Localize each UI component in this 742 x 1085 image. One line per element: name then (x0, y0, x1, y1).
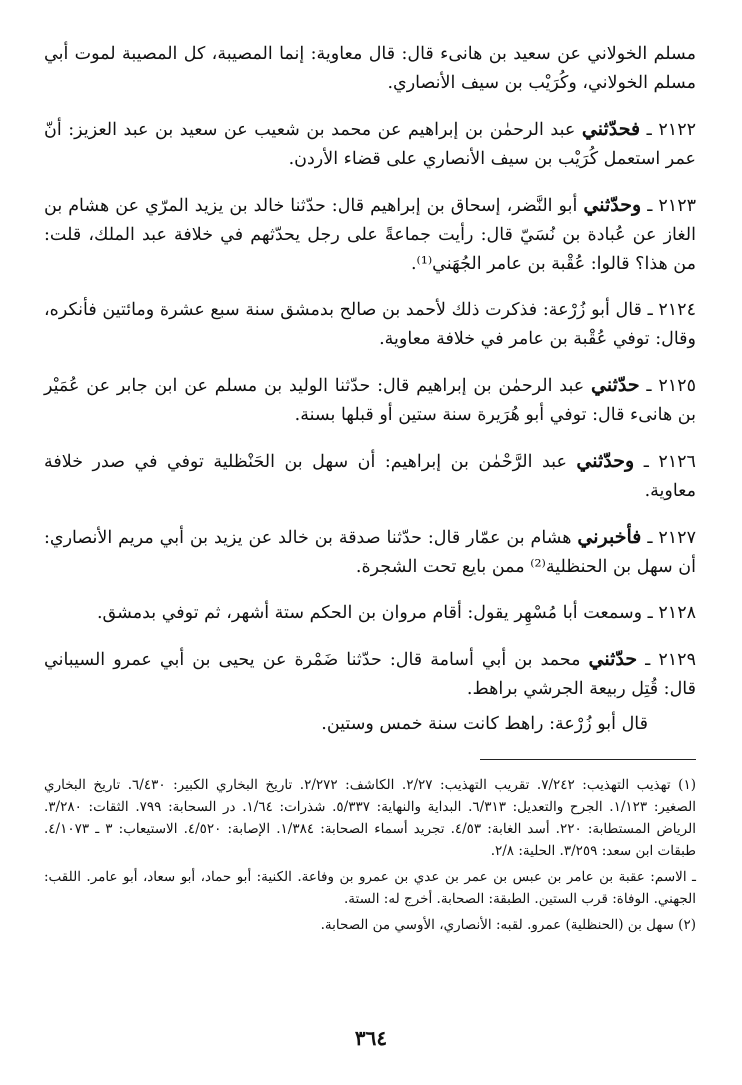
entry-text: قال أبو زُرْعة: فذكرت ذلك لأحمد بن صالح بدمشق سنة سبع عشرة ومائتين فأنكره، وقال: توفي عُقْبة بن عامر في خلافة معاوية. (44, 300, 696, 349)
footnote-2: (٢) سهل بن (الحنظلية) عمرو. لقبه: الأنصاري، الأوسي من الصحابة. (320, 917, 696, 933)
entry-number: ٢١٢٢ (658, 120, 696, 140)
entry-text: هشام بن عمّار قال: حدّثنا صدقة بن خالد عن يزيد بن أبي مريم الأنصاري: أن سهل بن الحنظلية⁽²⁾ ممن بايع تحت الشجرة. (44, 528, 696, 577)
entry-number: ٢١٢٩ (658, 650, 696, 670)
entry-2123: ٢١٢٣ ـ وحدّثني أبو النَّضر، إسحاق بن إبراهيم قال: حدّثنا خالد بن يزيد المرّي عن هشام بن الغاز عن عُبادة بن نُسَيّ قال: رأيت جماعةً على رجل يحدّثهم في خلافة عبد الملك، قلت: من هذا؟ قالوا: عُقْبة بن عامر الجُهَني⁽¹⁾. (44, 194, 696, 274)
entry-2124: ٢١٢٤ ـ قال أبو زُرْعة: فذكرت ذلك لأحمد بن صالح بدمشق سنة سبع عشرة ومائتين فأنكره، وقال: توفي عُقْبة بن عامر في خلافة معاوية. (44, 300, 696, 349)
entry-number: ٢١٢٧ (658, 528, 696, 548)
entry-keyword: وحدّثني (576, 450, 635, 472)
entry-keyword: فأخبرني (577, 526, 642, 548)
page-body (44, 40, 696, 940)
entry-number: ٢١٢٨ (658, 603, 696, 623)
entry-2128: ٢١٢٨ ـ وسمعت أبا مُسْهِر يقول: أقام مروان بن الحكم ستة أشهر، ثم توفي بدمشق. (96, 603, 696, 623)
footnote-1-details: ـ الاسم: عقبة بن عامر بن عبس بن عمر بن عدي بن عمرو بن وفاعة. الكنية: أبو حماد، أبو سعاد، أبو عامر. اللقب: الجهني. الوفاة: قرب الستين. الطبقة: الصحابة. أخرج له: الستة. (44, 869, 696, 907)
entry-keyword: حدّثني (591, 374, 640, 396)
entry-2122: ٢١٢٢ ـ فحدّثني عبد الرحمٰن بن إبراهيم عن محمد بن شعيب عن سعيد بن عبد العزيز: أنّ عمر استعمل كُرَيْب بن سيف الأنصاري على قضاء الأردن. (44, 118, 696, 169)
entry-keyword: وحدّثني (583, 194, 642, 216)
entry-keyword: حدّثني (588, 648, 638, 670)
entry-2126: ٢١٢٦ ـ وحدّثني عبد الرَّحْمٰن بن إبراهيم: أن سهل بن الحَنْظلية توفي في صدر خلافة معاوية. (44, 450, 696, 501)
entry-text: أبو النَّضر، إسحاق بن إبراهيم قال: حدّثنا خالد بن يزيد المرّي عن هشام بن الغاز عن عُبادة بن نُسَيّ قال: رأيت جماعةً على رجل يحدّثهم في خلافة عبد الملك، قلت: من هذا؟ قالوا: عُقْبة بن عامر الجُهَني⁽¹⁾. (44, 196, 696, 274)
entry-text: عبد الرَّحْمٰن بن إبراهيم: أن سهل بن الحَنْظلية توفي في صدر خلافة معاوية. (44, 452, 696, 501)
entry-text: عبد الرحمٰن بن إبراهيم عن محمد بن شعيب عن سعيد بن عبد العزيز: أنّ عمر استعمل كُرَيْب بن سيف الأنصاري على قضاء الأردن. (44, 120, 696, 169)
closing-statement: قال أبو زُرْعة: راهط كانت سنة خمس وستين. (321, 714, 648, 734)
footnotes (44, 774, 696, 936)
entry-number: ٢١٢٣ (658, 196, 696, 216)
entry-number: ٢١٢٥ (658, 376, 696, 396)
entry-number: ٢١٢٦ (658, 452, 696, 472)
footnote-separator (480, 759, 696, 760)
intro-paragraph: مسلم الخولاني عن سعيد بن هانىء قال: قال معاوية: إنما المصيبة، كل المصيبة لموت أبي مسلم الخولاني، وكُرَيْب بن سيف الأنصاري. (44, 44, 696, 93)
entry-2129: ٢١٢٩ ـ حدّثني محمد بن أبي أسامة قال: حدّثنا ضَمْرة عن يحيى بن أبي عمرو السيباني قال: قُتِل ربيعة الجرشي براهط. (44, 648, 696, 699)
entry-2127: ٢١٢٧ ـ فأخبرني هشام بن عمّار قال: حدّثنا صدقة بن خالد عن يزيد بن أبي مريم الأنصاري: أن سهل بن الحنظلية⁽²⁾ ممن بايع تحت الشجرة. (44, 526, 696, 577)
footnote-1: (١) تهذيب التهذيب: ٧/٢٤٢. تقريب التهذيب: ٢/٢٧. الكاشف: ٢/٢٧٢. تاريخ البخاري الكبير: ٦/٤٣٠. تاريخ البخاري الصغير: ١/١٢٣. الجرح والتعديل: ٦/٣١٣. البداية والنهاية: ٥/٣٣٧. شذرات: ١/٦٤. در السحابة: ٧٩٩. الثقات: ٣/٢٨٠. الرياض المستطابة: ٢٢٠. أسد الغابة: ٤/٥٣. تجريد أسماء الصحابة: ١/٣٨٤. الإصابة: ٤/٥٢٠. الاستيعاب: ٣ ـ ٤/١٠٧٣. طبقات ابن سعد: ٣/٢٥٩. الحلية: ٢/٨. (44, 777, 696, 859)
entry-text: محمد بن أبي أسامة قال: حدّثنا ضَمْرة عن يحيى بن أبي عمرو السيباني قال: قُتِل ربيعة الجرشي براهط. (44, 650, 696, 699)
entry-keyword: فحدّثني (581, 118, 641, 140)
entry-number: ٢١٢٤ (658, 300, 696, 320)
entry-2125: ٢١٢٥ ـ حدّثني عبد الرحمٰن بن إبراهيم قال: حدّثنا الوليد بن مسلم عن ابن جابر عن عُمَيْر بن هانىء قال: توفي أبو هُرَيرة سنة ستين أو قبلها بسنة. (44, 374, 696, 425)
page-number: ٣٦٤ (354, 1026, 388, 1050)
entry-text: عبد الرحمٰن بن إبراهيم قال: حدّثنا الوليد بن مسلم عن ابن جابر عن عُمَيْر بن هانىء قال: توفي أبو هُرَيرة سنة ستين أو قبلها بسنة. (44, 376, 696, 425)
entry-text: وسمعت أبا مُسْهِر يقول: أقام مروان بن الحكم ستة أشهر، ثم توفي بدمشق. (96, 603, 643, 623)
